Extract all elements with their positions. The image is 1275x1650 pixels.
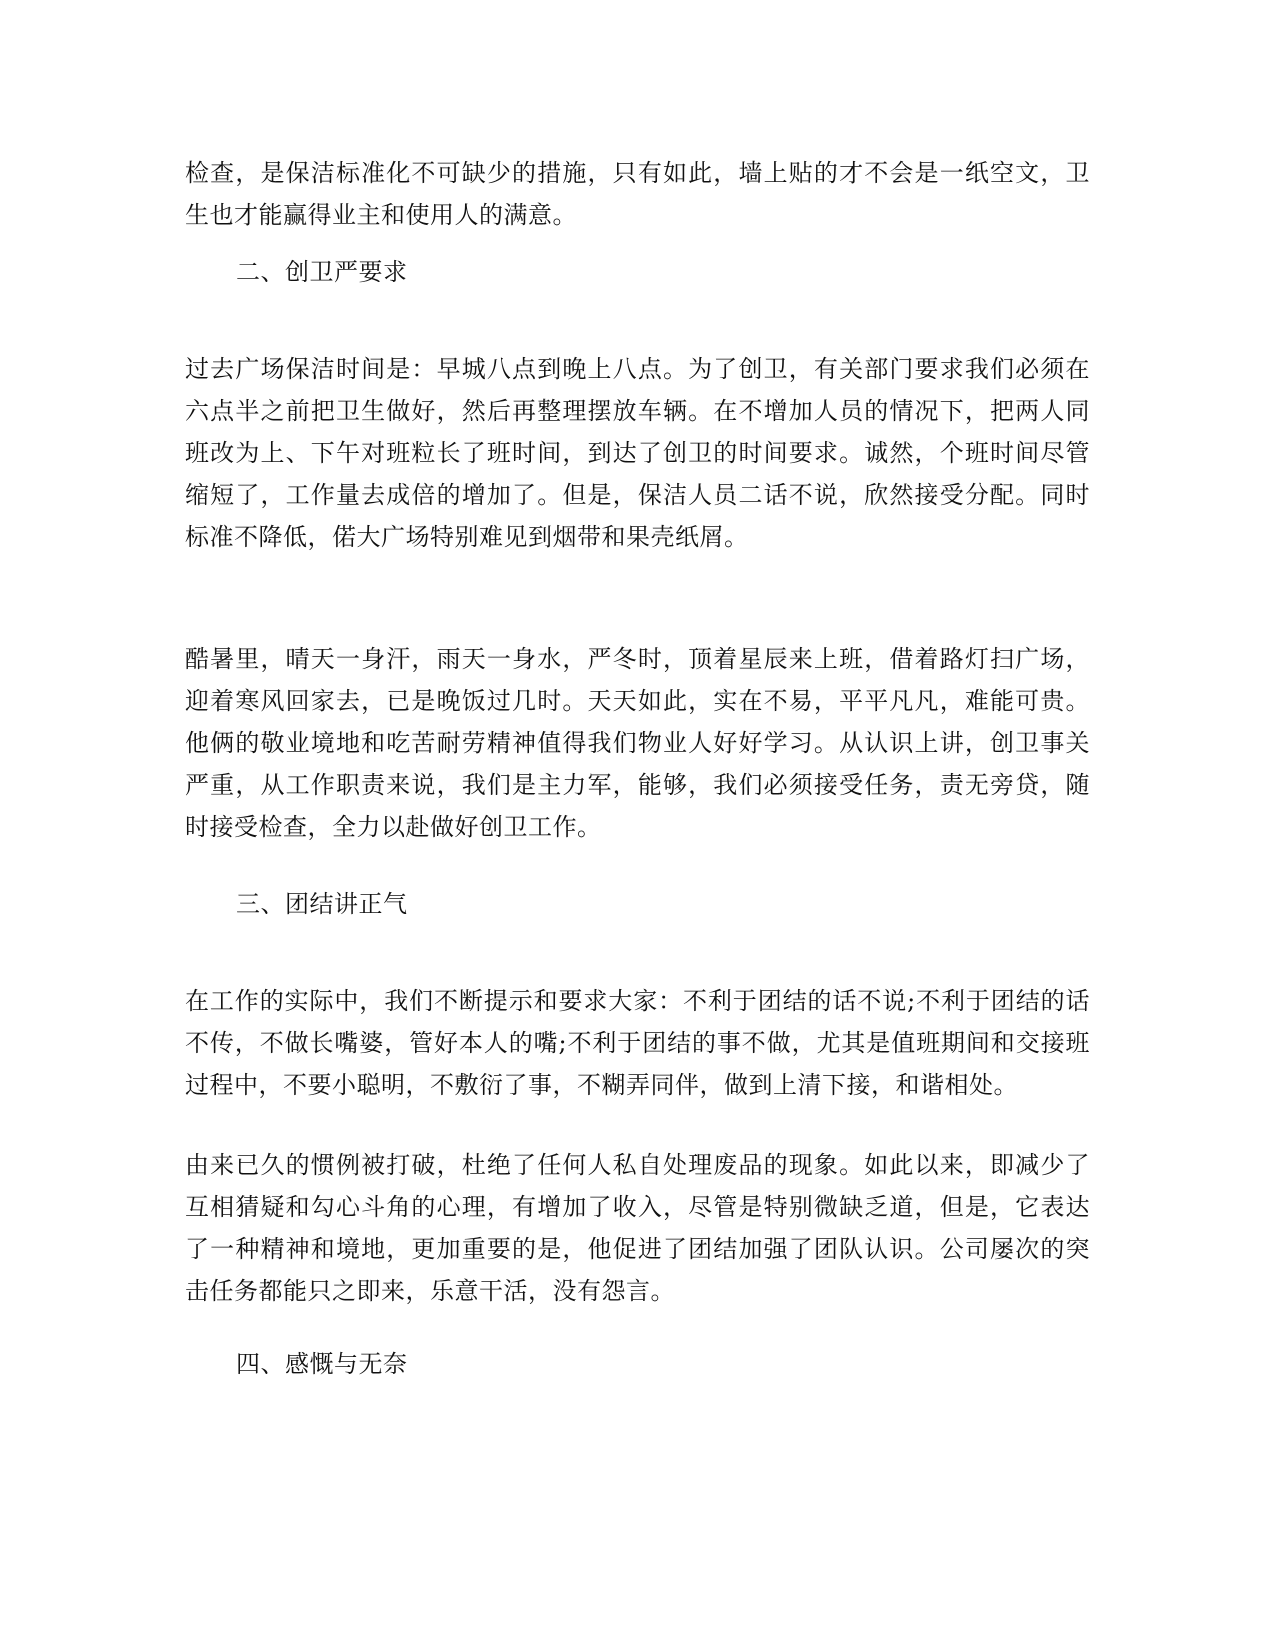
paragraph-unity-rules: 在工作的实际中，我们不断提示和要求大家：不利于团结的话不说;不利于团结的话不传，不做长嘴婆，管好本人的嘴;不利于团结的事不做，尤其是值班期间和交接班过程中，不要小聪明，不敷衍了事，不糊弄同伴，做到上清下接，和谐相处。 xyxy=(185,987,1090,1099)
paragraph-unity-results: 由来已久的惯例被打破，杜绝了任何人私自处理废品的现象。如此以来，即减少了互相猜疑和勾心斗角的心理，有增加了收入，尽管是特别微缺乏道，但是，它表达了一种精神和境地，更加重要的是，他促进了团结加强了团队认识。公司屡次的突击任务都能只之即来，乐意干活，没有怨言。 xyxy=(185,1151,1090,1305)
paragraph-cleaning-schedule: 过去广场保洁时间是：早城八点到晚上八点。为了创卫，有关部门要求我们必须在六点半之前把卫生做好，然后再整理摆放车辆。在不增加人员的情况下，把两人同班改为上、下午对班粒长了班时间，到达了创卫的时间要求。诚然，个班时间尽管缩短了，工作量去成倍的增加了。但是，保洁人员二话不说，欣然接受分配。同时标准不降低，偌大广场特别难见到烟带和果壳纸屑。 xyxy=(185,355,1090,551)
paragraph-hard-work: 酷暑里，晴天一身汗，雨天一身水，严冬时，顶着星辰来上班，借着路灯扫广场，迎着寒风回家去，已是晚饭过几时。天天如此，实在不易，平平凡凡，难能可贵。他俩的敬业境地和吃苦耐劳精神值得我们物业人好好学习。从认识上讲，创卫事关严重，从工作职责来说，我们是主力军，能够，我们必须接受任务，责无旁贷，随时接受检查，全力以赴做好创卫工作。 xyxy=(185,645,1090,841)
section-heading-2: 二、创卫严要求 xyxy=(236,258,408,286)
section-heading-4: 四、感慨与无奈 xyxy=(236,1350,408,1378)
paragraph-inspection: 检查，是保洁标准化不可缺少的措施，只有如此，墙上贴的才不会是一纸空文，卫生也才能赢得业主和使用人的满意。 xyxy=(185,159,1090,229)
section-heading-3: 三、团结讲正气 xyxy=(236,890,408,918)
